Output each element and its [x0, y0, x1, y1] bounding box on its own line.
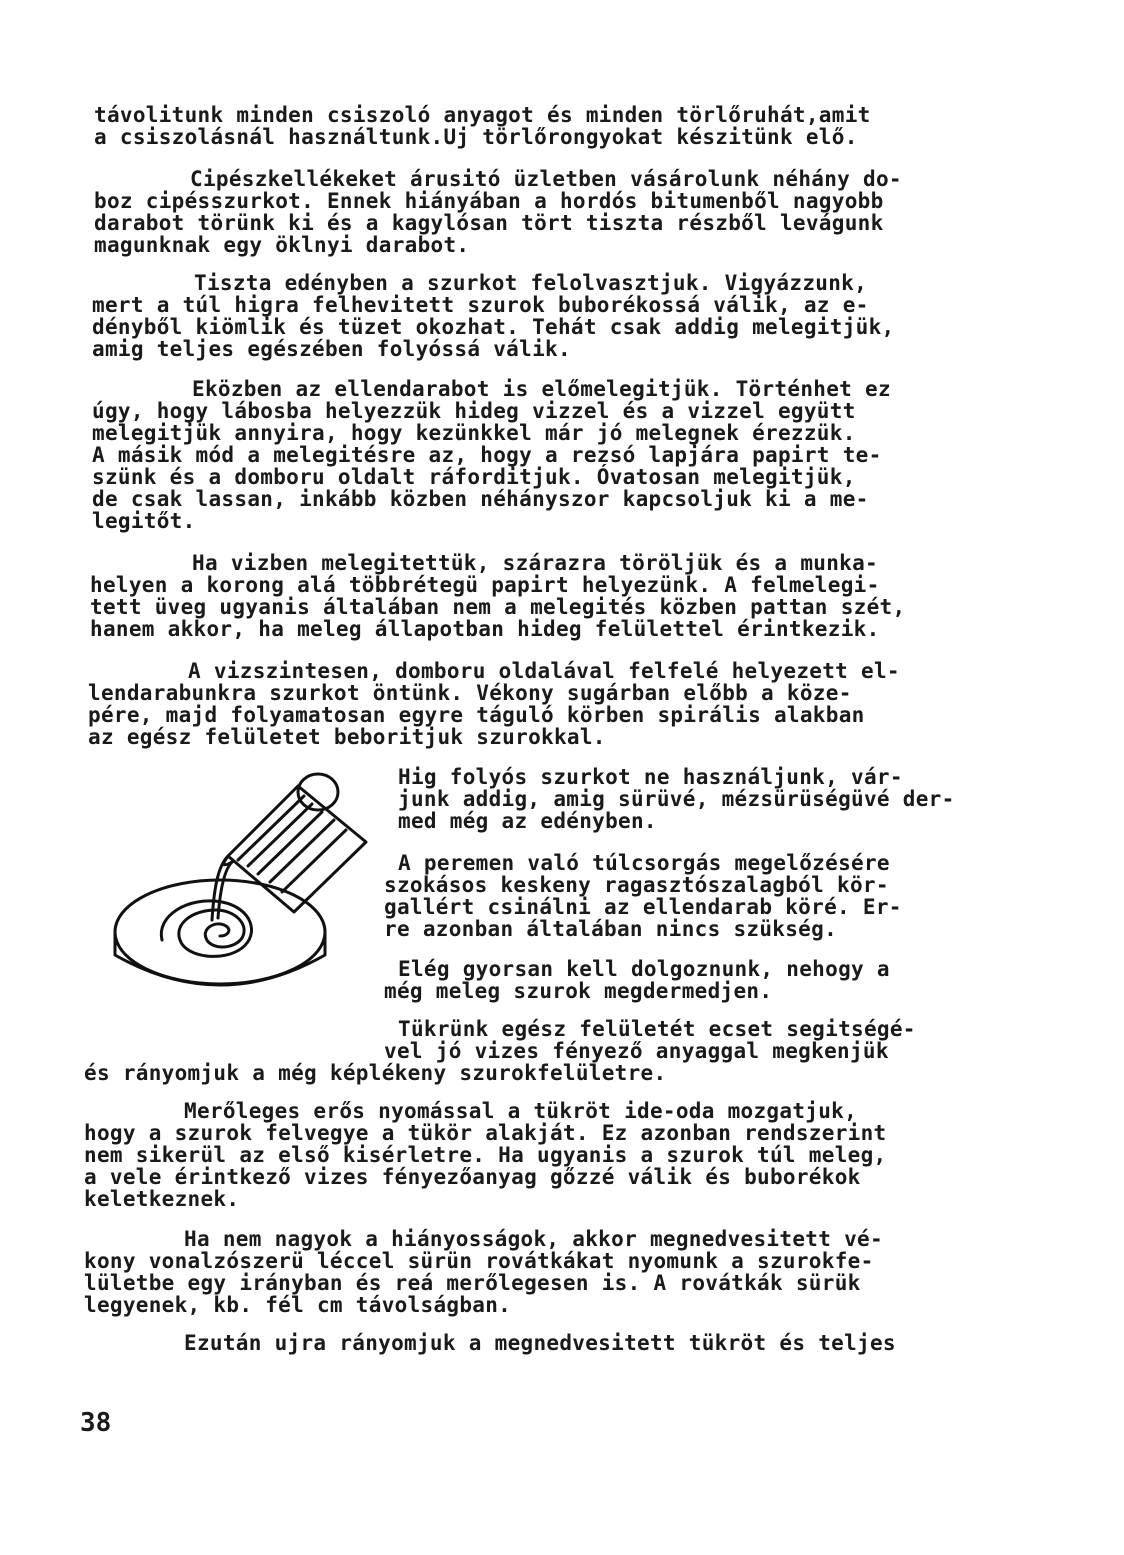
text-line: vel jó vizes fényező anyaggal megkenjük	[384, 1039, 889, 1063]
text-line: hogy a szurok felvegye a tükör alakját. Ez azonban rendszerint	[84, 1121, 887, 1145]
text-line: A vizszintesen, domboru oldalával felfelé helyezett el-	[188, 659, 900, 683]
text-line: Elég gyorsan kell dolgoznunk, nehogy a	[398, 957, 890, 981]
text-line: szokásos keskeny ragasztószalagból kör-	[384, 873, 889, 897]
text-line: lendarabunkra szurkot öntünk. Vékony sugárban előbb a köze-	[88, 681, 852, 705]
text-line: még meleg szurok megdermedjen.	[384, 979, 773, 1003]
text-line: junk addig, amig sürüvé, mézsürüségüvé der-	[398, 787, 955, 811]
text-line: helyen a korong alá többrétegü papirt helyezünk. A felmelegi-	[90, 573, 880, 597]
text-line: a csiszolásnál használtunk.Uj törlőrongyokat készitünk elő.	[94, 125, 858, 149]
text-line: úgy, hogy lábosba helyezzük hideg vizzel és a vizzel együtt	[92, 399, 856, 423]
text-line: keletkeznek.	[84, 1187, 240, 1211]
text-line: Tiszta edényben a szurkot felolvasztjuk. Vigyázzunk,	[194, 271, 868, 295]
text-line: Merőleges erős nyomással a tükröt ide-oda mozgatjuk,	[184, 1099, 858, 1123]
text-line: dényből kiömlik és tüzet okozhat. Tehát csak addig melegitjük,	[92, 315, 895, 339]
page-number: 38	[80, 1408, 112, 1438]
text-line: legyenek, kb. fél cm távolságban.	[84, 1293, 512, 1317]
text-line: Tükrünk egész felületét ecset segitségé-	[398, 1017, 916, 1041]
text-line: gallért csinálni az ellendarab köré. Er-	[384, 895, 902, 919]
text-line: A másik mód a melegitésre az, hogy a rezsó lapjára papirt te-	[92, 443, 882, 467]
text-line: darabot törünk ki és a kagylósan tört tiszta részből levágunk	[94, 211, 884, 235]
text-line: lületbe egy irányban és reá merőlegesen is. A rovátkák sürük	[84, 1271, 861, 1295]
text-line: Cipészkellékeket árusitó üzletben vásárolunk néhány do-	[190, 167, 902, 191]
text-line: pére, majd folyamatosan egyre táguló körben spirális alakban	[88, 703, 865, 727]
text-line: Ezután ujra rányomjuk a megnedvesitett tükröt és teljes	[184, 1331, 896, 1355]
text-line: hanem akkor, ha meleg állapotban hideg felülettel érintkezik.	[90, 617, 880, 641]
text-line: melegitjük annyira, hogy kezünkkel már jó melegnek érezzük.	[92, 421, 856, 445]
text-line: szünk és a domboru oldalt ráforditjuk. Óvatosan melegitjük,	[92, 465, 856, 489]
text-line: boz cipésszurkot. Ennek hiányában a hordós bitumenből nagyobb	[94, 189, 884, 213]
text-line: med még az edényben.	[398, 809, 657, 833]
text-line: kony vonalzószerü léccel sürün rovátkákat nyomunk a szurokfe-	[84, 1249, 874, 1273]
text-line: távolitunk minden csiszoló anyagot és minden törlőruhát,amit	[94, 103, 871, 127]
text-line: nem sikerül az első kisérletre. Ha ugyanis a szurok túl meleg,	[84, 1143, 887, 1167]
text-line: Eközben az ellendarabot is előmelegitjük. Történhet ez	[192, 377, 891, 401]
text-line: Ha vizben melegitettük, szárazra töröljük és a munka-	[192, 551, 878, 575]
text-line: és rányomjuk a még képlékeny szurokfelületre.	[84, 1061, 667, 1085]
pitch-pouring-illustration	[108, 770, 378, 1020]
text-line: magunknak egy öklnyi darabot.	[94, 233, 470, 257]
text-line: Ha nem nagyok a hiányosságok, akkor megnedvesitett vé-	[184, 1227, 883, 1251]
text-line: legitőt.	[92, 509, 196, 533]
text-line: amig teljes egészében folyóssá válik.	[92, 337, 571, 361]
text-line: tett üveg ugyanis általában nem a melegités közben pattan szét,	[90, 595, 906, 619]
text-line: mert a túl higra felhevitett szurok buborékossá válik, az e-	[92, 293, 869, 317]
text-line: re azonban általában nincs szükség.	[384, 917, 838, 941]
text-line: A peremen való túlcsorgás megelőzésére	[398, 851, 890, 875]
text-line: az egész felületet beboritjuk szurokkal.	[88, 725, 606, 749]
text-line: a vele érintkező vizes fényezőanyag gőzzé válik és buborékok	[84, 1165, 861, 1189]
text-line: de csak lassan, inkább közben néhányszor kapcsoljuk ki a me-	[92, 487, 869, 511]
text-line: Hig folyós szurkot ne használjunk, vár-	[398, 765, 903, 789]
